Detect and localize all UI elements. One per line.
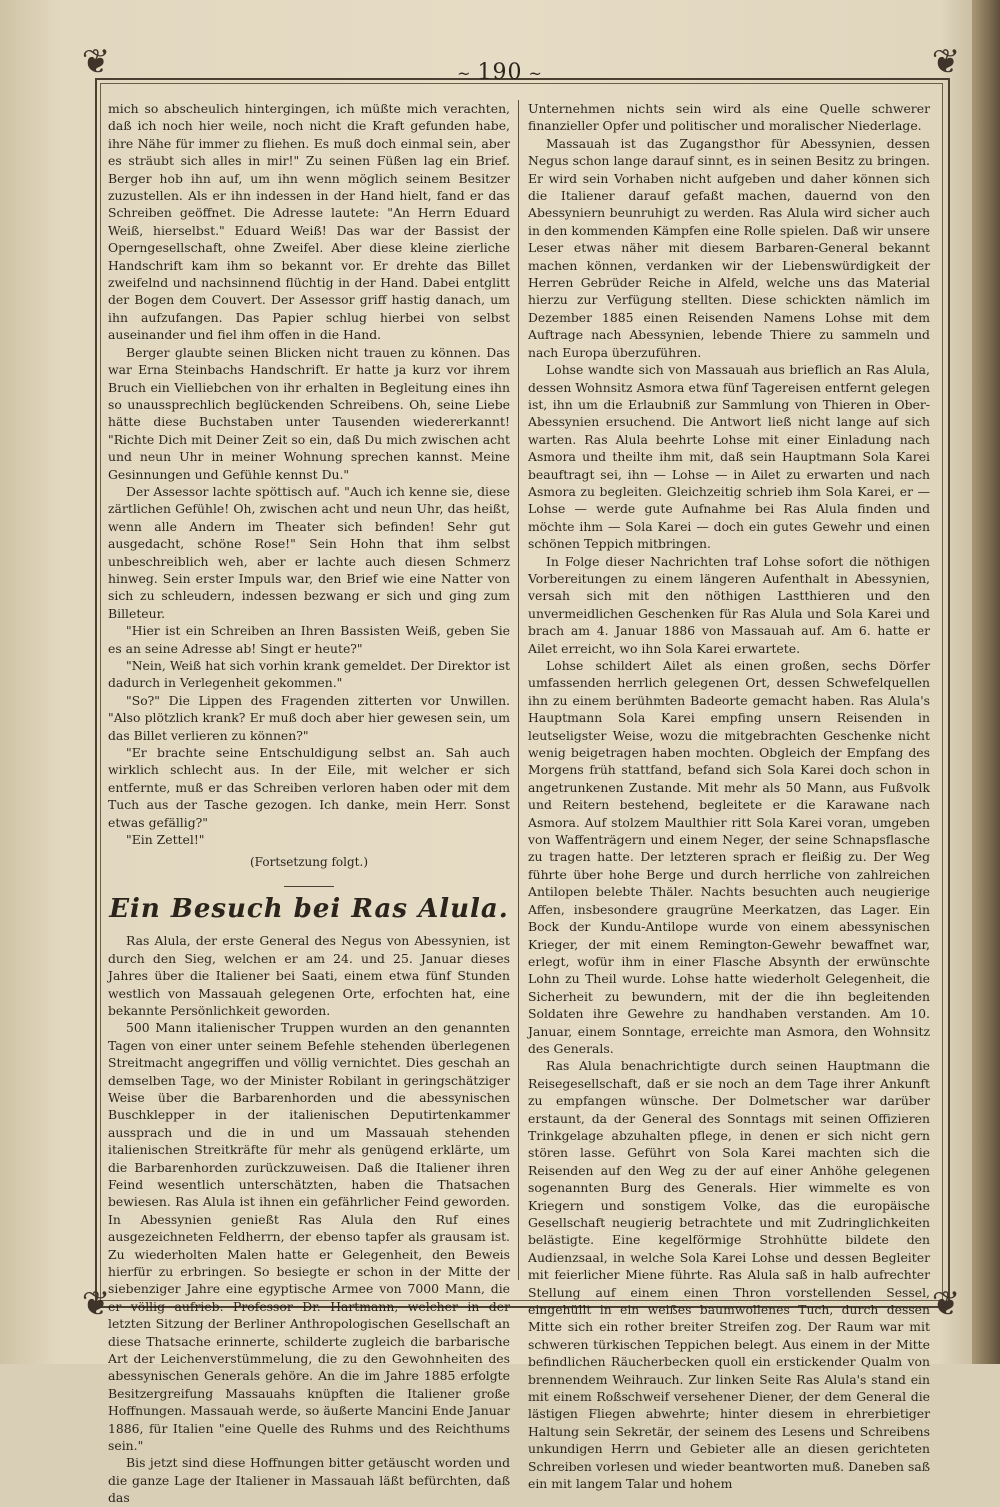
page-number-ornament-right: ~ [528, 64, 543, 83]
right-column [528, 100, 930, 1492]
page-number-ornament-left: ~ [457, 64, 472, 83]
page-number-header [0, 60, 1000, 85]
corner-ornament-bottom-right: ❦ [931, 1284, 961, 1324]
article-paragraph: Ras Alula benachrichtigte durch seinen Hauptmann die Reisegesellschaft, daß er sie noch an dem Tage ihrer Ankunft zu empfangen wünsche. Der Dolmetscher war darüber erstaunt, da der General des Sonntags mit seinen Offizieren Trinkgelage abzuhalten pflege, in denen er sich nicht gern stören lasse. Geführt von Sola Karei machten sich die Reisenden auf den Weg zu der auf einer Anhöhe gelegenen sogenannten Burg des Generals. Hier wimmelte es von Kriegern und sonstigem Volke, das die europäische Gesellschaft neugierig betrachtete und mit Zudringlichkeiten belästigte. Eine kegelförmige Strohhütte bildete den Audienzsaal, in welche Sola Karei Lohse und dessen Begleiter mit feierlicher Miene führte. Ras Alula saß in halb aufrechter Stellung auf einem einen Thron vorstellenden Sessel, eingehüllt in ein weißes baumwollenes Tuch, durch dessen Mitte sich ein rother breiter Streifen zog. Der Raum war mit schweren türkischen Teppichen belegt. Aus einem in der Mitte befindlichen Räucherbecken quoll ein erstickender Qualm von brennendem Weihrauch. Zur linken Seite Ras Alula's stand ein mit einem Roßschweif versehener Diener, der dem General die lästigen Fliegen abwehrte; hinter diesem in ehrerbietiger Haltung sein Sekretär, der seinem des Lesens und Schreibens unkundigen Herrn und Gebieter alle an diesen gerichteten Schreiben vorlesen und wieder beantworten muß. Daneben saß ein mit langem Talar und hohem [528, 1058, 930, 1492]
article-paragraph: In Folge dieser Nachrichten traf Lohse sofort die nöthigen Vorbereitungen zu einem längeren Aufenthalt in Abessynien, versah sich mit den nöthigen Lastthieren und den unvermeidlichen Geschenken für Ras Alula und Sola Karei und brach am 4. Januar 1886 von Massauah auf. Am 6. hatte er Ailet erreicht, wo ihn Sola Karei erwartete. [528, 553, 930, 656]
serial-paragraph: mich so abscheulich hintergingen, ich müßte mich verachten, daß ich noch hier weile, noch nicht die Kraft gefunden habe, ihre Nähe für immer zu fliehen. Es muß doch einmal sein, aber es sträubt sich alles in mir!" Zu seinen Füßen lag ein Brief. Berger hob ihn auf, um ihn wenn möglich seinem Besitzer zuzustellen. Als er ihn indessen in der Hand hielt, fand er das Schreiben geöffnet. Die Adresse lautete: "An Herrn Eduard Weiß, hierselbst." Eduard Weiß! Das war der Bassist der Operngesellschaft, ohne Zweifel. Aber diese kleine zierliche Handschrift kam ihm so bekannt vor. Er drehte das Billet zweifelnd und nachsinnend flüchtig in der Hand. Dabei entglitt der Bogen dem Couvert. Der Assessor griff hastig danach, um ihn aufzufangen. Das Papier schlug hierbei von selbst auseinander und fiel ihm offen in die Hand. [108, 101, 510, 343]
article-title: Ein Besuch bei Ras Alula. [109, 893, 509, 924]
article-paragraph: 500 Mann italienischer Truppen wurden an den genannten Tagen von einer unter seinem Befehle stehenden überlegenen Streitmacht angegriffen und völlig vernichtet. Dies geschah an demselben Tage, wo der Minister Robilant in geringschätziger Weise über die Barbarenhorden und die abessynischen Buschklepper in der italienischen Deputirtenkammer aussprach und die in und um Massauah stehenden italienischen Streitkräfte für mehr als genügend erklärte, um die Barbarenhorden zurückzuweisen. Daß die Italiener ihren Feind wesentlich unterschätzten, haben die Thatsachen bewiesen. Ras Alula ist ihnen ein gefährlicher Feind geworden. In Abessynien genießt Ras Alula den Ruf eines ausgezeichneten Feldherrn, der ebenso tapfer als grausam ist. Zu wiederholten Malen hatte er Gelegenheit, den Beweis hierfür zu erbringen. So besiegte er schon in der Mitte der siebenziger Jahre eine egyptische Armee von 7000 Mann, die er völlig aufrieb. Professor Dr. Hartmann, welcher in der letzten Sitzung der Berliner Anthropologischen Gesellschaft an diese Thatsache erinnerte, schilderte zugleich die barbarische Art der Leichenverstümmelung, die zu den Gewohnheiten des abessynischen Generals gehöre. An die im Jahre 1885 erfolgte Besitzergreifung Massauahs knüpften die Italiener große Hoffnungen. Massauah werde, so äußerte Mancini Ende Januar 1886, für Italien "eine Quelle des Ruhms und des Reichthums sein." [108, 1020, 510, 1454]
article-paragraph: Bis jetzt sind diese Hoffnungen bitter getäuscht worden und die ganze Lage der Italiener in Massauah läßt befürchten, daß das [108, 1455, 510, 1506]
section-rule [284, 886, 334, 887]
serial-paragraph: "Nein, Weiß hat sich vorhin krank gemeldet. Der Direktor ist dadurch in Verlegenheit gekommen." [108, 658, 510, 691]
article-paragraph: Lohse wandte sich von Massauah aus brieflich an Ras Alula, dessen Wohnsitz Asmora etwa fünf Tagereisen entfernt gelegen ist, ihn um die Erlaubniß zur Sammlung von Thieren in Ober-Abessynien ersuchend. Die Antwort ließ nicht lange auf sich warten. Ras Alula beehrte Lohse mit einer Einladung nach Asmora und theilte ihm mit, daß sein Hauptmann Sola Karei beauftragt sei, ihn — Lohse — in Ailet zu erwarten und nach Asmora zu begleiten. Gleichzeitig schrieb ihm Sola Karei, er — Lohse — werde gute Aufnahme bei Ras Alula finden und möchte ihm — Sola Karei — doch ein gutes Gewehr und einen schönen Teppich mitbringen. [528, 362, 930, 552]
column-divider [518, 100, 519, 1280]
serial-paragraph: Berger glaubte seinen Blicken nicht trauen zu können. Das war Erna Steinbachs Handschrift. Er hatte ja kurz vor ihrem Bruch ein Vielliebchen von ihr erhalten in Begleitung eines ihn so unaussprechlich beglückenden Schreibens. Oh, seine Liebe hätte diese Buchstaben unter Tausenden wiedererkannt! "Richte Dich mit Deiner Zeit so ein, daß Du mich zwischen acht und neun Uhr in meiner Wohnung sprechen kannst. Meine Gesinnungen und Gefühle kennst Du." [108, 344, 510, 482]
continuation-note: (Fortsetzung folgt.) [250, 855, 368, 870]
corner-ornament-top-right: ❦ [931, 42, 961, 82]
article-paragraph: Unternehmen nichts sein wird als eine Quelle schwerer finanzieller Opfer und politischer und moralischer Niederlage. [528, 101, 930, 134]
serial-paragraph: Der Assessor lachte spöttisch auf. "Auch ich kenne sie, diese zärtlichen Gefühle! Oh, zwischen acht und neun Uhr, das heißt, wenn alle Andern im Theater sich befinden! Sehr gut ausgedacht, schöne Rose!" Sein Hohn that ihm selbst unbeschreiblich weh, aber er lachte auch diesen Schmerz hinweg. Sein erster Impuls war, den Brief wie eine Natter von sich zu schleudern, indessen bezwang er sich und ging zum Billeteur. [108, 483, 510, 621]
article-paragraph: Massauah ist das Zugangsthor für Abessynien, dessen Negus schon lange darauf sinnt, es in seinen Besitz zu bringen. Er wird sein Vorhaben nicht aufgeben und daher können sich die Italiener darauf gefaßt machen, dauernd von den Abessyniern beunruhigt zu werden. Ras Alula wird sicher auch in den kommenden Kämpfen eine Rolle spielen. Daß wir unsere Leser etwas näher mit diesem Barbaren-General bekannt machen können, verdanken wir der Liebenswürdigkeit der Herren Gebrüder Reiche in Alfeld, welche uns das Material hierzu zur Verfügung stellten. Diese schickten nämlich im Dezember 1885 einen Reisenden Namens Lohse mit dem Auftrage nach Abessynien, lebende Thiere zu sammeln und nach Europa überzuführen. [528, 135, 930, 360]
serial-paragraph: "Er brachte seine Entschuldigung selbst an. Sah auch wirklich schlecht aus. In der Eile, mit welcher er sich entfernte, muß er das Schreiben verloren haben oder mit dem Tuch aus der Tasche gezogen. Ich danke, mein Herr. Sonst etwas gefällig?" [108, 745, 510, 830]
serial-paragraph: "So?" Die Lippen des Fragenden zitterten vor Unwillen. "Also plötzlich krank? Er muß doch aber hier gewesen sein, um das Billet verlieren zu können?" [108, 692, 510, 743]
page-number: 190 [477, 60, 523, 85]
corner-ornament-top-left: ❦ [81, 42, 111, 82]
serial-paragraph: "Ein Zettel!" [126, 832, 205, 848]
article-paragraph: Lohse schildert Ailet als einen großen, sechs Dörfer umfassenden herrlich gelegenen Ort, dessen Schwefelquellen ihn zu einem berühmten Badeorte gemacht haben. Ras Alula's Hauptmann Sola Karei empfing unsern Reisenden in leutseligster Weise, wozu die mitgebrachten Geschenke nicht wenig beigetragen haben mochten. Obgleich der Empfang des Morgens früh stattfand, befand sich Sola Karei doch schon in angetrunkenen Zustande. Mit mehr als 50 Mann, aus Fußvolk und Reitern bestehend, begleitete er die Karawane nach Asmora. Auf stolzem Maulthier ritt Sola Karei voran, umgeben von Waffenträgern und einem Neger, der seine Schnapsflasche zu tragen hatte. Der letzteren sprach er fleißig zu. Der Weg führte über hohe Berge und durch herrliche von zahlreichen Antilopen belebte Thäler. Nachts besuchten auch neugierige Affen, insbesondere graugrüne Meerkatzen, das Lager. Ein Bock der Kundu-Antilope wurde von einem abessynischen Krieger, der mit einem Remington-Gewehr bewaffnet war, erlegt, wofür ihm in einer Flasche Absynth der erwünschte Lohn zu Theil wurde. Lohse hatte wiederholt Gelegenheit, die Sicherheit zu bewundern, mit der die ihn begleitenden Soldaten ihre Gewehre zu handhaben verstanden. Am 10. Januar, einem Sonntage, erreichte man Asmora, den Wohnsitz des Generals. [528, 658, 930, 1056]
left-column [108, 100, 510, 1506]
corner-ornament-bottom-left: ❦ [81, 1284, 111, 1324]
serial-paragraph: "Hier ist ein Schreiben an Ihren Bassisten Weiß, geben Sie es an seine Adresse ab! Singt er heute?" [108, 623, 510, 656]
book-binding-edge [972, 0, 1000, 1364]
article-paragraph: Ras Alula, der erste General des Negus von Abessynien, ist durch den Sieg, welchen er am 24. und 25. Januar dieses Jahres über die Italiener bei Saati, einem etwa fünf Stunden westlich von Massauah gelegenen Orte, erfochten hat, eine bekannte Persönlichkeit geworden. [108, 933, 510, 1018]
